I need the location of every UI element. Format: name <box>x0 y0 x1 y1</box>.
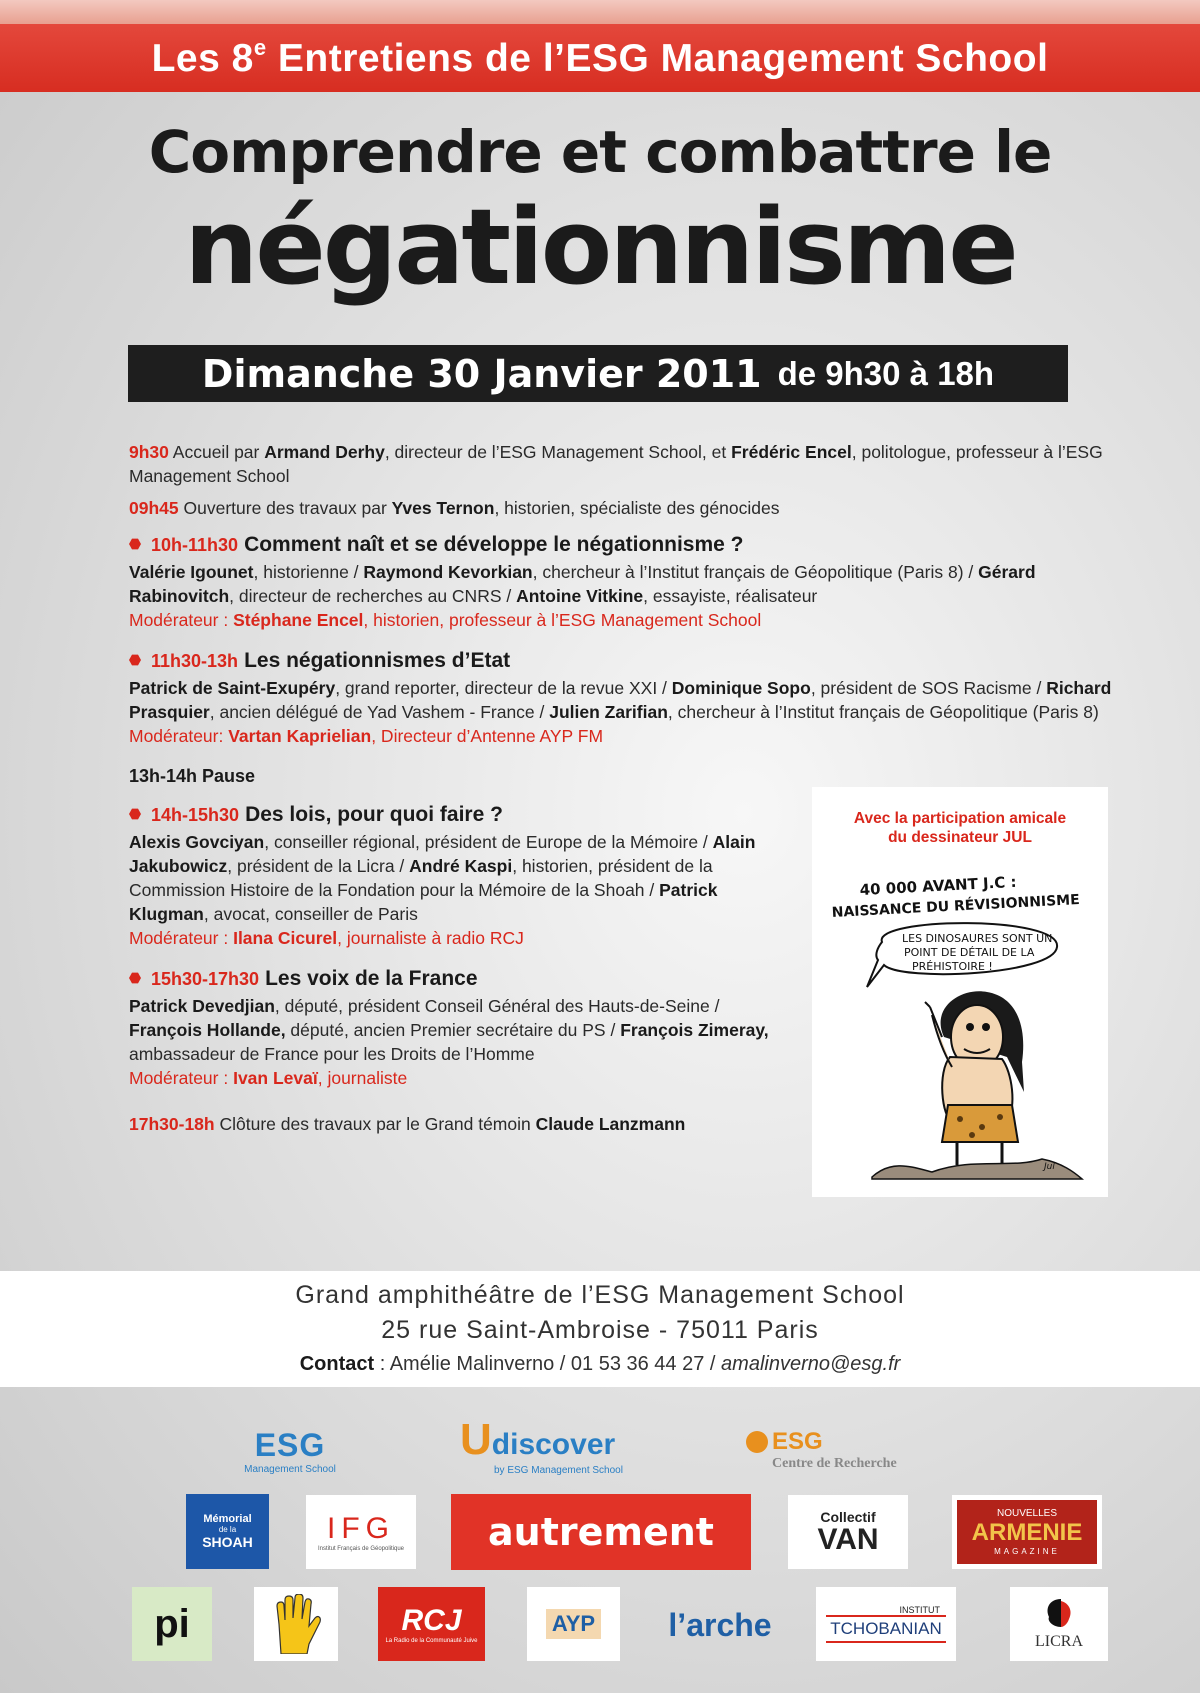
bubble-text-2: POINT DE DÉTAIL DE LA <box>904 946 1035 959</box>
welcome-item: 9h30 Accueil par Armand Derhy, directeur de l’ESG Management School, et Frédéric Encel, politologue, professeur à l’ESG Management School <box>129 442 1103 486</box>
session-title: 10h-11h30 Comment naît et se développe le négationnisme ? <box>129 530 1119 560</box>
bubble-text-1: LES DINOSAURES SONT UN <box>902 932 1053 945</box>
event-hours: de 9h30 à 18h <box>777 354 995 392</box>
session-title: 14h-15h30 Des lois, pour quoi faire ? <box>129 800 794 830</box>
esg-logo: ESG Management School <box>244 1427 336 1475</box>
udiscover-logo: Udiscover by ESG Management School <box>460 1414 623 1476</box>
session-2 <box>129 646 1119 748</box>
event-series-title: Les 8e Entretiens de l’ESG Management School <box>151 35 1049 80</box>
contact-email-link[interactable]: amalinverno@esg.fr <box>721 1353 901 1375</box>
rcj-logo: RCJ La Radio de la Communauté Juive <box>378 1587 485 1661</box>
session-speakers: Patrick Devedjian, député, président Conseil Général des Hauts-de-Seine / François Hollande, député, ancien Premier secrétaire du PS / François Zimeray, ambassadeur de France pour les Droits de l’Homme <box>129 996 769 1064</box>
hexagon-bullet-icon <box>129 538 141 550</box>
venue-address: 25 rue Saint-Ambroise - 75011 Paris <box>381 1316 819 1344</box>
hand-icon <box>271 1594 321 1654</box>
event-banner <box>0 24 1200 92</box>
session-speakers: Valérie Igounet, historienne / Raymond Kevorkian, chercheur à l’Institut français de Géopolitique (Paris 8) / Gérard Rabinovitch, directeur de recherches au CNRS / Antoine Vitkine, essayiste, réalisateur <box>129 562 1036 606</box>
licra-profile-icon <box>1039 1597 1079 1633</box>
esg-centre-recherche-logo: ESG Centre de Recherche <box>746 1425 946 1475</box>
opening-item: 09h45 Ouverture des travaux par Yves Ternon, historien, spécialiste des génocides <box>129 498 780 518</box>
session-3 <box>129 800 794 950</box>
larche-logo: l’arche <box>668 1606 772 1643</box>
hexagon-bullet-icon <box>129 972 141 984</box>
main-title-line2: négationnisme <box>184 186 1016 308</box>
hexagon-bullet-icon <box>129 654 141 666</box>
ifg-logo: IFG Institut Français de Géopolitique <box>306 1495 416 1569</box>
artist-signature: Jul <box>1044 1162 1055 1172</box>
session-moderator: Modérateur : Stéphane Encel, historien, professeur à l’ESG Management School <box>129 610 762 630</box>
partner-logos <box>0 1387 1200 1693</box>
session-4 <box>129 964 794 1090</box>
ayp-fm-logo: AYP <box>527 1587 620 1661</box>
hexagon-bullet-icon <box>129 808 141 820</box>
contact-line: Contact : Amélie Malinverno / 01 53 36 44 27 / amalinverno@esg.fr <box>299 1353 901 1375</box>
cartoon-headline-1: 40 000 AVANT J.C : <box>859 872 1017 899</box>
memorial-shoah-logo: Mémorial de la SHOAH <box>186 1494 269 1569</box>
caveman-cartoon <box>812 787 1108 1197</box>
cartoon-headline-2: NAISSANCE DU RÉVISIONNISME <box>831 892 1081 921</box>
cartoon-panel <box>812 787 1108 1197</box>
session-title: 15h30-17h30 Les voix de la France <box>129 964 794 994</box>
session-speakers: Patrick de Saint-Exupéry, grand reporter, directeur de la revue XXI / Dominique Sopo, président de SOS Racisme / Richard Prasquier, ancien délégué de Yad Vashem - France / Julien Zarifian, chercheur à l’Institut français de Géopolitique (Paris 8) <box>129 678 1112 722</box>
venue-name: Grand amphithéâtre de l’ESG Management School <box>295 1281 905 1309</box>
bubble-text-3: PRÉHISTOIRE ! <box>912 960 993 973</box>
event-date: Dimanche 30 Janvier 2011 <box>201 351 762 396</box>
nouvelles-armenie-logo: NOUVELLES ARMENIE MAGAZINE <box>952 1495 1102 1569</box>
venue-band <box>0 1271 1200 1387</box>
licra-logo: LICRA <box>1010 1587 1108 1661</box>
tchobanian-logo: INSTITUT TCHOBANIAN <box>816 1587 956 1661</box>
session-moderator: Modérateur : Ilana Cicurel, journaliste à radio RCJ <box>129 928 524 948</box>
closing-item: 17h30-18h Clôture des travaux par le Grand témoin Claude Lanzmann <box>129 1114 686 1134</box>
session-1 <box>129 530 1119 632</box>
top-stripe <box>0 0 1200 24</box>
pause-item: 13h-14h Pause <box>129 766 256 786</box>
session-title: 11h30-13h Les négationnismes d’Etat <box>129 646 1119 676</box>
session-moderator: Modérateur : Ivan Levaï, journaliste <box>129 1068 408 1088</box>
autrement-logo: autrement <box>451 1494 751 1570</box>
collectif-van-logo: Collectif VAN <box>788 1495 908 1569</box>
pi-logo: pi <box>132 1587 212 1661</box>
caveman-loincloth <box>942 1105 1018 1142</box>
cartoon-caption: Avec la participation amicale du dessinateur JUL <box>853 810 1067 846</box>
session-moderator: Modérateur: Vartan Kaprielian, Directeur d’Antenne AYP FM <box>129 726 604 746</box>
date-bar <box>128 345 1068 402</box>
sos-racisme-logo <box>254 1587 338 1661</box>
session-speakers: Alexis Govciyan, conseiller régional, président de Europe de la Mémoire / Alain Jakubowicz, président de la Licra / André Kaspi, historien, président de la Commission Histoire de la Fondation pour la Mémoire de la Shoah / Patrick Klugman, avocat, conseiller de Paris <box>129 832 756 924</box>
main-title-line1: Comprendre et combattre le <box>148 118 1052 186</box>
